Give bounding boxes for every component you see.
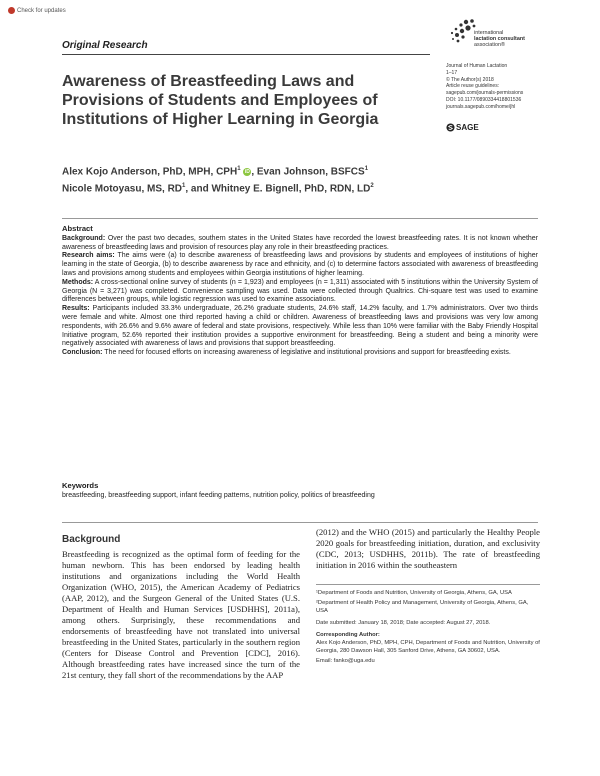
abstract-text: The aims were (a) to describe awareness of breastfeeding laws and provisions by students and employees of institutions of higher learning in the state of Georgia, (b) to describe awareness by race and ethnicity, and (c) to determine factors associated with awareness of breastfeeding laws and provisions among students and employees within Georgia institutions of higher learning. (62, 252, 538, 277)
abstract-label: Methods: (62, 278, 94, 286)
affiliation-2: ²Department of Health Policy and Management, University of Georgia, Athens, GA, USA (316, 600, 529, 614)
corresponding-author-address: Alex Kojo Anderson, PhD, MPH, CPH, Department of Foods and Nutrition, University of Georgia, 280 Dawson Hall, 305 Sanford Drive, Athens, GA 30602, USA. (316, 640, 540, 654)
affiliation-1: ¹Department of Foods and Nutrition, University of Georgia, Athens, GA, USA (316, 590, 512, 596)
abstract-text: Over the past two decades, southern states in the United States have recorded the lowest breastfeeding rates. It is not known whether awareness of breastfeeding laws and provision of resources play any role in their breastfeeding practices. (62, 234, 538, 251)
abstract-divider (62, 218, 538, 219)
body-text-left-column: Breastfeeding is recognized as the optimal form of feeding for the human newborn. This has been endorsed by leading health institutions and organizations including the World Health Organization (WHO, 2015), the American Academy of Pediatrics (AAP, 2012), and the Surgeon General of the United States (U.S. Department of Health and Human Services [USDHHS], 2011a), among others. Surprisingly, these recommendations and endorsements of breastfeeding have not translated into universal breastfeeding in the United States, particularly in the southern region (Centers for Disease Control and Prevention [CDC], 2016). Although breastfeeding rates have increased since the turn of the 21st century, they fall short of the recommendations by the AAP (62, 549, 300, 680)
author-name: Nicole Motoyasu, MS, RD (62, 183, 183, 195)
sage-mark-icon (446, 123, 455, 132)
abstract-conclusion (62, 349, 538, 358)
keywords-heading: Keywords (62, 481, 99, 490)
abstract-label: Background: (62, 234, 106, 242)
corresponding-author-email[interactable]: Email: fanko@uga.edu (316, 658, 375, 664)
logo-wordmark (474, 30, 544, 48)
abstract-label: Conclusion: (62, 349, 103, 357)
abstract-background (62, 235, 538, 253)
author-list (62, 162, 462, 197)
copyright: © The Author(s) 2018 (446, 76, 494, 83)
author-name: Alex Kojo Anderson, PhD, MPH, CPH (62, 166, 238, 178)
article-title: Awareness of Breastfeeding Laws and Provisions of Students and Employees of Institutions of Higher Learning in Georgia (62, 73, 379, 128)
abstract-text: A cross-sectional online survey of students (n = 1,923) and employees (n = 1,311) associated with 5 institutions within the University System of Georgia (N = 3,271) was completed. Convenience sampling was used. Data were collected through Qualtrics. Chi-square test was used to examine differences between groups, while logistic regression was used to examine associations. (62, 278, 538, 304)
logo-line: international (474, 30, 504, 36)
logo-line: lactation consultant (474, 36, 525, 42)
check-for-updates-label: Check for updates (17, 7, 66, 14)
journal-homepage-link[interactable]: journals.sagepub.com/home/jhl (446, 103, 516, 110)
author-name: , and Whitney E. Bignell, PhD, RDN, LD (185, 183, 371, 195)
doi[interactable]: DOI: 10.1177/0890334418801536 (446, 96, 522, 103)
body-text-right-column: (2012) and the WHO (2015) and particularly the Healthy People 2020 goals for breastfeeding initiation, duration, and exclusivity (CDC, 2013; USDHHS, 2011b). The rate of breastfeeding initiation in 2016 within the southeastern (316, 527, 540, 570)
affiliation-marker: 2 (370, 183, 374, 190)
footnote-divider (316, 584, 540, 585)
logo-line: association® (474, 42, 505, 48)
keywords-list: breastfeeding, breastfeeding support, infant feeding patterns, nutrition policy, politics of breastfeeding (62, 492, 375, 499)
journal-info (446, 63, 556, 111)
footnotes (316, 589, 540, 667)
corresponding-author-heading: Corresponding Author: (316, 632, 380, 638)
check-for-updates-badge[interactable] (8, 6, 66, 15)
abstract-label: Research aims: (62, 252, 115, 260)
reuse-label: Article reuse guidelines: (446, 83, 500, 90)
sage-wordmark: SAGE (456, 123, 479, 132)
affiliation-marker: 1 (237, 166, 241, 172)
update-icon (8, 7, 15, 14)
abstract-text: Participants included 33.3% undergraduate, 26.2% graduate students, 24.6% staff, 14.2% faculty, and 1.7% administrators. Over two thirds were female and white. Almost one third reported having a child or children. Awareness of breastfeeding laws and provisions was very low among respondents, with 26.6% and 9.6% aware of federal and state provisions, respectively. While less than 10% were familiar with the Baby Friendly Hospital Initiative program, 52.6% reported their institution provides a supportive environment for breastfeeding. Being a student and being a minority were negatively associated with awareness of laws and provisions that support breastfeeding. (62, 305, 538, 348)
submission-dates: Date submitted: January 18, 2018; Date accepted: August 27, 2018. (316, 620, 491, 626)
affiliation-marker: 1 (364, 166, 369, 172)
permissions-link[interactable]: sagepub.com/journals-permissions (446, 90, 524, 97)
section-label: Original Research (62, 40, 148, 51)
header-divider (62, 54, 430, 55)
background-heading: Background (62, 534, 121, 545)
sage-logo (446, 123, 479, 132)
author-name: , Evan Johnson, BSFCS (251, 166, 365, 178)
abstract-aims (62, 252, 538, 278)
affiliation-marker: 1 (182, 183, 186, 190)
abstract-results (62, 305, 538, 349)
abstract-section (62, 225, 538, 358)
abstract-methods (62, 279, 538, 305)
page-range: 1–17 (446, 69, 458, 76)
journal-name: Journal of Human Lactation (446, 63, 508, 69)
abstract-heading: Abstract (62, 224, 93, 233)
orcid-icon[interactable]: iD (244, 169, 250, 176)
body-divider (62, 522, 538, 523)
abstract-text: The need for focused efforts on increasing awareness of legislative and institutional provisions and support for breastfeeding exists. (102, 349, 511, 357)
abstract-label: Results: (62, 305, 90, 313)
